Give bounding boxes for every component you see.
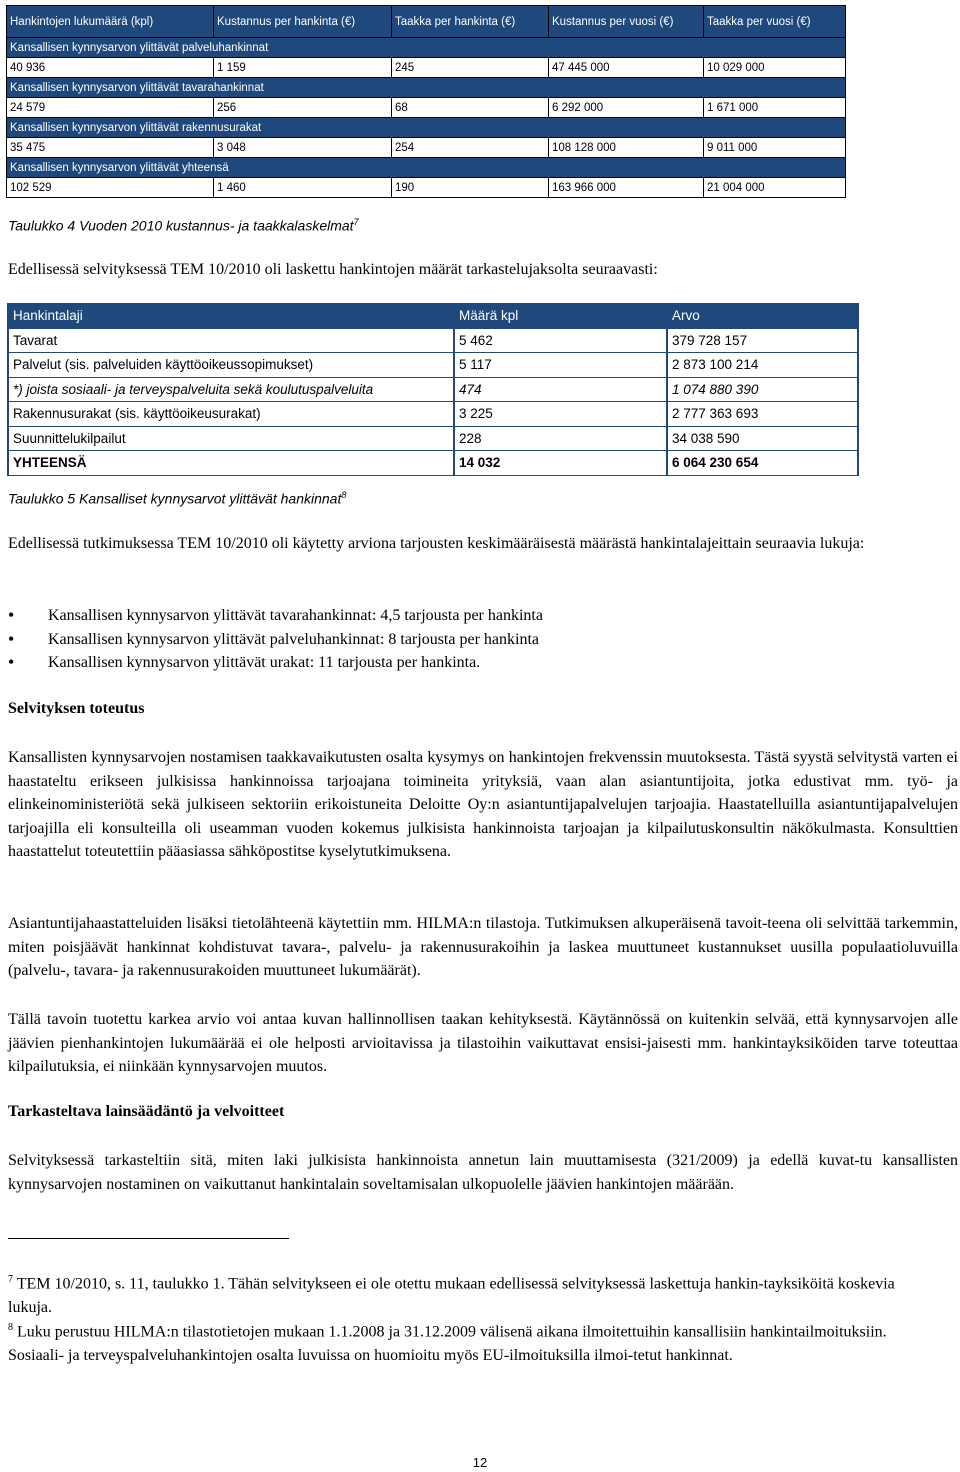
footnote (8, 1268, 938, 1320)
footnote (8, 1316, 938, 1368)
footnote-number: 8 (8, 1322, 13, 1333)
table-cell: 3 048 (214, 138, 392, 158)
header-cell: Kustannus per hankinta (€) (214, 6, 392, 38)
table-header-row (7, 304, 859, 328)
table-cell: 1 159 (214, 58, 392, 78)
section-row (7, 158, 846, 178)
table-cell: 6 292 000 (549, 98, 704, 118)
header-cell: Hankintojen lukumäärä (kpl) (7, 6, 214, 38)
table-cell: 163 966 000 (549, 178, 704, 198)
table4-caption (8, 217, 359, 234)
body-paragraph: Asiantuntijahaastatteluiden lisäksi tietolähteenä käytettiin mm. HILMA:n tilastoja. Tutkimuksen alkuperäisenä tavoit-teena oli selvittää tarkemmin, miten poisjäävät hankinnat kohdistuvat tavara-, palvelu- ja rakennusurakoihin ja laskea muuttuneet kustannukset uusilla populaatioluvuilla (palvelu-, tavara- ja rakennusurakoiden muuttuneet lukumäärät). (8, 915, 958, 979)
table-cell: 21 004 000 (704, 178, 846, 198)
table-cell: Tavarat (7, 329, 453, 353)
table-cell: 1 074 880 390 (666, 378, 859, 402)
intro-paragraph-2: Edellisessä tutkimuksessa TEM 10/2010 oli käytetty arviona tarjousten keskimääräisestä määrästä hankintalajeittain seuraavia lukuja: (8, 535, 865, 552)
procurement-count-table (7, 303, 859, 476)
list-item: • Kansallisen kynnysarvon ylittävät palveluhankinnat: 8 tarjousta per hankinta (8, 628, 543, 652)
table-cell: 1 460 (214, 178, 392, 198)
table-cell: Suunnittelukilpailut (7, 427, 453, 451)
table-cell: 34 038 590 (666, 427, 859, 451)
section-title: Kansallisen kynnysarvon ylittävät rakennusurakat (7, 118, 846, 138)
section-heading: Selvityksen toteutus (8, 700, 145, 717)
table-cell: 24 579 (7, 98, 214, 118)
intro-paragraph: Edellisessä selvityksessä TEM 10/2010 oli laskettu hankintojen määrät tarkastelujaksolta seuraavasti: (8, 261, 658, 278)
section-title: Kansallisen kynnysarvon ylittävät tavarahankinnat (7, 78, 846, 98)
table-row (7, 329, 859, 353)
table-cell: 14 032 (453, 451, 666, 475)
caption-text: Taulukko 5 Kansalliset kynnysarvot ylittävät hankinnat (8, 490, 342, 507)
table-cell: 3 225 (453, 402, 666, 426)
table-cell: 68 (392, 98, 549, 118)
table-cell: 40 936 (7, 58, 214, 78)
table-row (7, 138, 846, 158)
table-header-row (7, 6, 846, 38)
body-paragraph: Tällä tavoin tuotettu karkea arvio voi antaa kuvan hallinnollisen taakan kehityksestä. Käytännössä on kuitenkin selvää, että kynnysarvojen alle jäävien pienhankintojen lukumäärää ei ole helposti arvioitavissa ja tilastoihin vaikuttavat ensisi-jaisesti mm. hankintayksiköiden tarve toteuttaa kilpailutuksia, ei niinkään kynnysarvojen muutos. (8, 1011, 958, 1075)
table5-caption (8, 490, 346, 507)
footnote-divider (8, 1238, 289, 1239)
page-number: 12 (472, 1455, 488, 1470)
section-heading: Tarkasteltava lainsäädäntö ja velvoitteet (8, 1103, 285, 1120)
cost-burden-table (6, 5, 846, 198)
table-cell: 5 462 (453, 329, 666, 353)
table-cell: 102 529 (7, 178, 214, 198)
table-cell: 2 777 363 693 (666, 402, 859, 426)
table-cell: 5 117 (453, 353, 666, 377)
table-row (7, 58, 846, 78)
table-cell: 228 (453, 427, 666, 451)
footnote-text: Luku perustuu HILMA:n tilastotietojen mukaan 1.1.2008 ja 31.12.2009 välisenä aikana ilmoitettuihin kansallisiin hankintailmoituksiin. Sosiaali- ja terveyspalveluhankintojen osalta luvuissa on huomioitu myös EU-ilmoituksilla ilmoi-tetut hankinnat. (8, 1323, 887, 1365)
header-cell: Taakka per vuosi (€) (704, 6, 846, 38)
table-row (7, 353, 859, 377)
table-cell: 190 (392, 178, 549, 198)
table-cell: 10 029 000 (704, 58, 846, 78)
table-cell: 1 671 000 (704, 98, 846, 118)
caption-text: Taulukko 4 Vuoden 2010 kustannus- ja taakkalaskelmat (8, 217, 354, 234)
table-row (7, 402, 859, 426)
table-cell: 379 728 157 (666, 329, 859, 353)
section-row (7, 38, 846, 58)
section-title: Kansallisen kynnysarvon ylittävät palveluhankinnat (7, 38, 846, 58)
table-cell: 2 873 100 214 (666, 353, 859, 377)
table-cell: 47 445 000 (549, 58, 704, 78)
table-cell: 254 (392, 138, 549, 158)
header-cell: Taakka per hankinta (€) (392, 6, 549, 38)
table-cell: YHTEENSÄ (7, 451, 453, 475)
table-cell: 9 011 000 (704, 138, 846, 158)
table-cell: 6 064 230 654 (666, 451, 859, 475)
table-cell: *) joista sosiaali- ja terveyspalveluita sekä koulutuspalveluita (7, 378, 453, 402)
header-cell: Määrä kpl (453, 304, 666, 328)
body-paragraph: Kansallisten kynnysarvojen nostamisen taakkavaikutusten osalta kysymys on hankintojen frekvenssin muutoksesta. Tästä syystä selvitystä varten ei haastateltu erikseen julkisissa hankinnoissa tarjoajana toimineita yrityksiä, vaan alan asiantuntijoita, jotka edustivat mm. työ- ja elinkeinoministeriötä sekä julkiseen sektoriin erikoistuneita Deloitte Oy:n asiantuntijapalvelujen tarjoajia. Haastatelluilla asiantuntijapalvelujen tarjoajilla eli konsulteilla oli useamman vuoden kokemus julkisista hankinnoista tarjoajan ja kilpailutuskonsultin näkökulmasta. Konsulttien haastattelut toteutettiin pääasiassa sähköpostitse kyselytutkimuksena. (8, 749, 958, 860)
table-row (7, 178, 846, 198)
footnote-ref: 8 (341, 490, 347, 500)
table-cell: 35 475 (7, 138, 214, 158)
section-row (7, 78, 846, 98)
header-cell: Hankintalaji (7, 304, 453, 328)
table-cell: 245 (392, 58, 549, 78)
footnote-ref: 7 (353, 217, 359, 227)
table-row (7, 98, 846, 118)
list-item: • Kansallisen kynnysarvon ylittävät urakat: 11 tarjousta per hankinta. (8, 651, 543, 675)
table-row (7, 378, 859, 402)
table-cell: Rakennusurakat (sis. käyttöoikeusurakat) (7, 402, 453, 426)
table-cell: 474 (453, 378, 666, 402)
section-row (7, 118, 846, 138)
bullet-list (8, 604, 543, 675)
section-title: Kansallisen kynnysarvon ylittävät yhteensä (7, 158, 846, 178)
body-paragraph: Selvityksessä tarkasteltiin sitä, miten laki julkisista hankinnoista annetun lain muuttamisesta (321/2009) ja edellä kuvat-tu kansallisten kynnysarvojen nostaminen on vaikuttanut hankintalain soveltamisalan ulkopuolelle jäävien hankintojen määrään. (8, 1152, 958, 1193)
table-row (7, 427, 859, 451)
table-cell: 108 128 000 (549, 138, 704, 158)
footnote-text: TEM 10/2010, s. 11, taulukko 1. Tähän selvitykseen ei ole otettu mukaan edellisessä selvityksessä laskettuja hankin-tayksiköitä koskevia lukuja. (8, 1275, 895, 1317)
header-cell: Arvo (666, 304, 859, 328)
list-item: • Kansallisen kynnysarvon ylittävät tavarahankinnat: 4,5 tarjousta per hankinta (8, 604, 543, 628)
footnote-number: 7 (8, 1274, 13, 1285)
table-cell: Palvelut (sis. palveluiden käyttöoikeussopimukset) (7, 353, 453, 377)
total-row (7, 451, 859, 475)
header-cell: Kustannus per vuosi (€) (549, 6, 704, 38)
table-cell: 256 (214, 98, 392, 118)
